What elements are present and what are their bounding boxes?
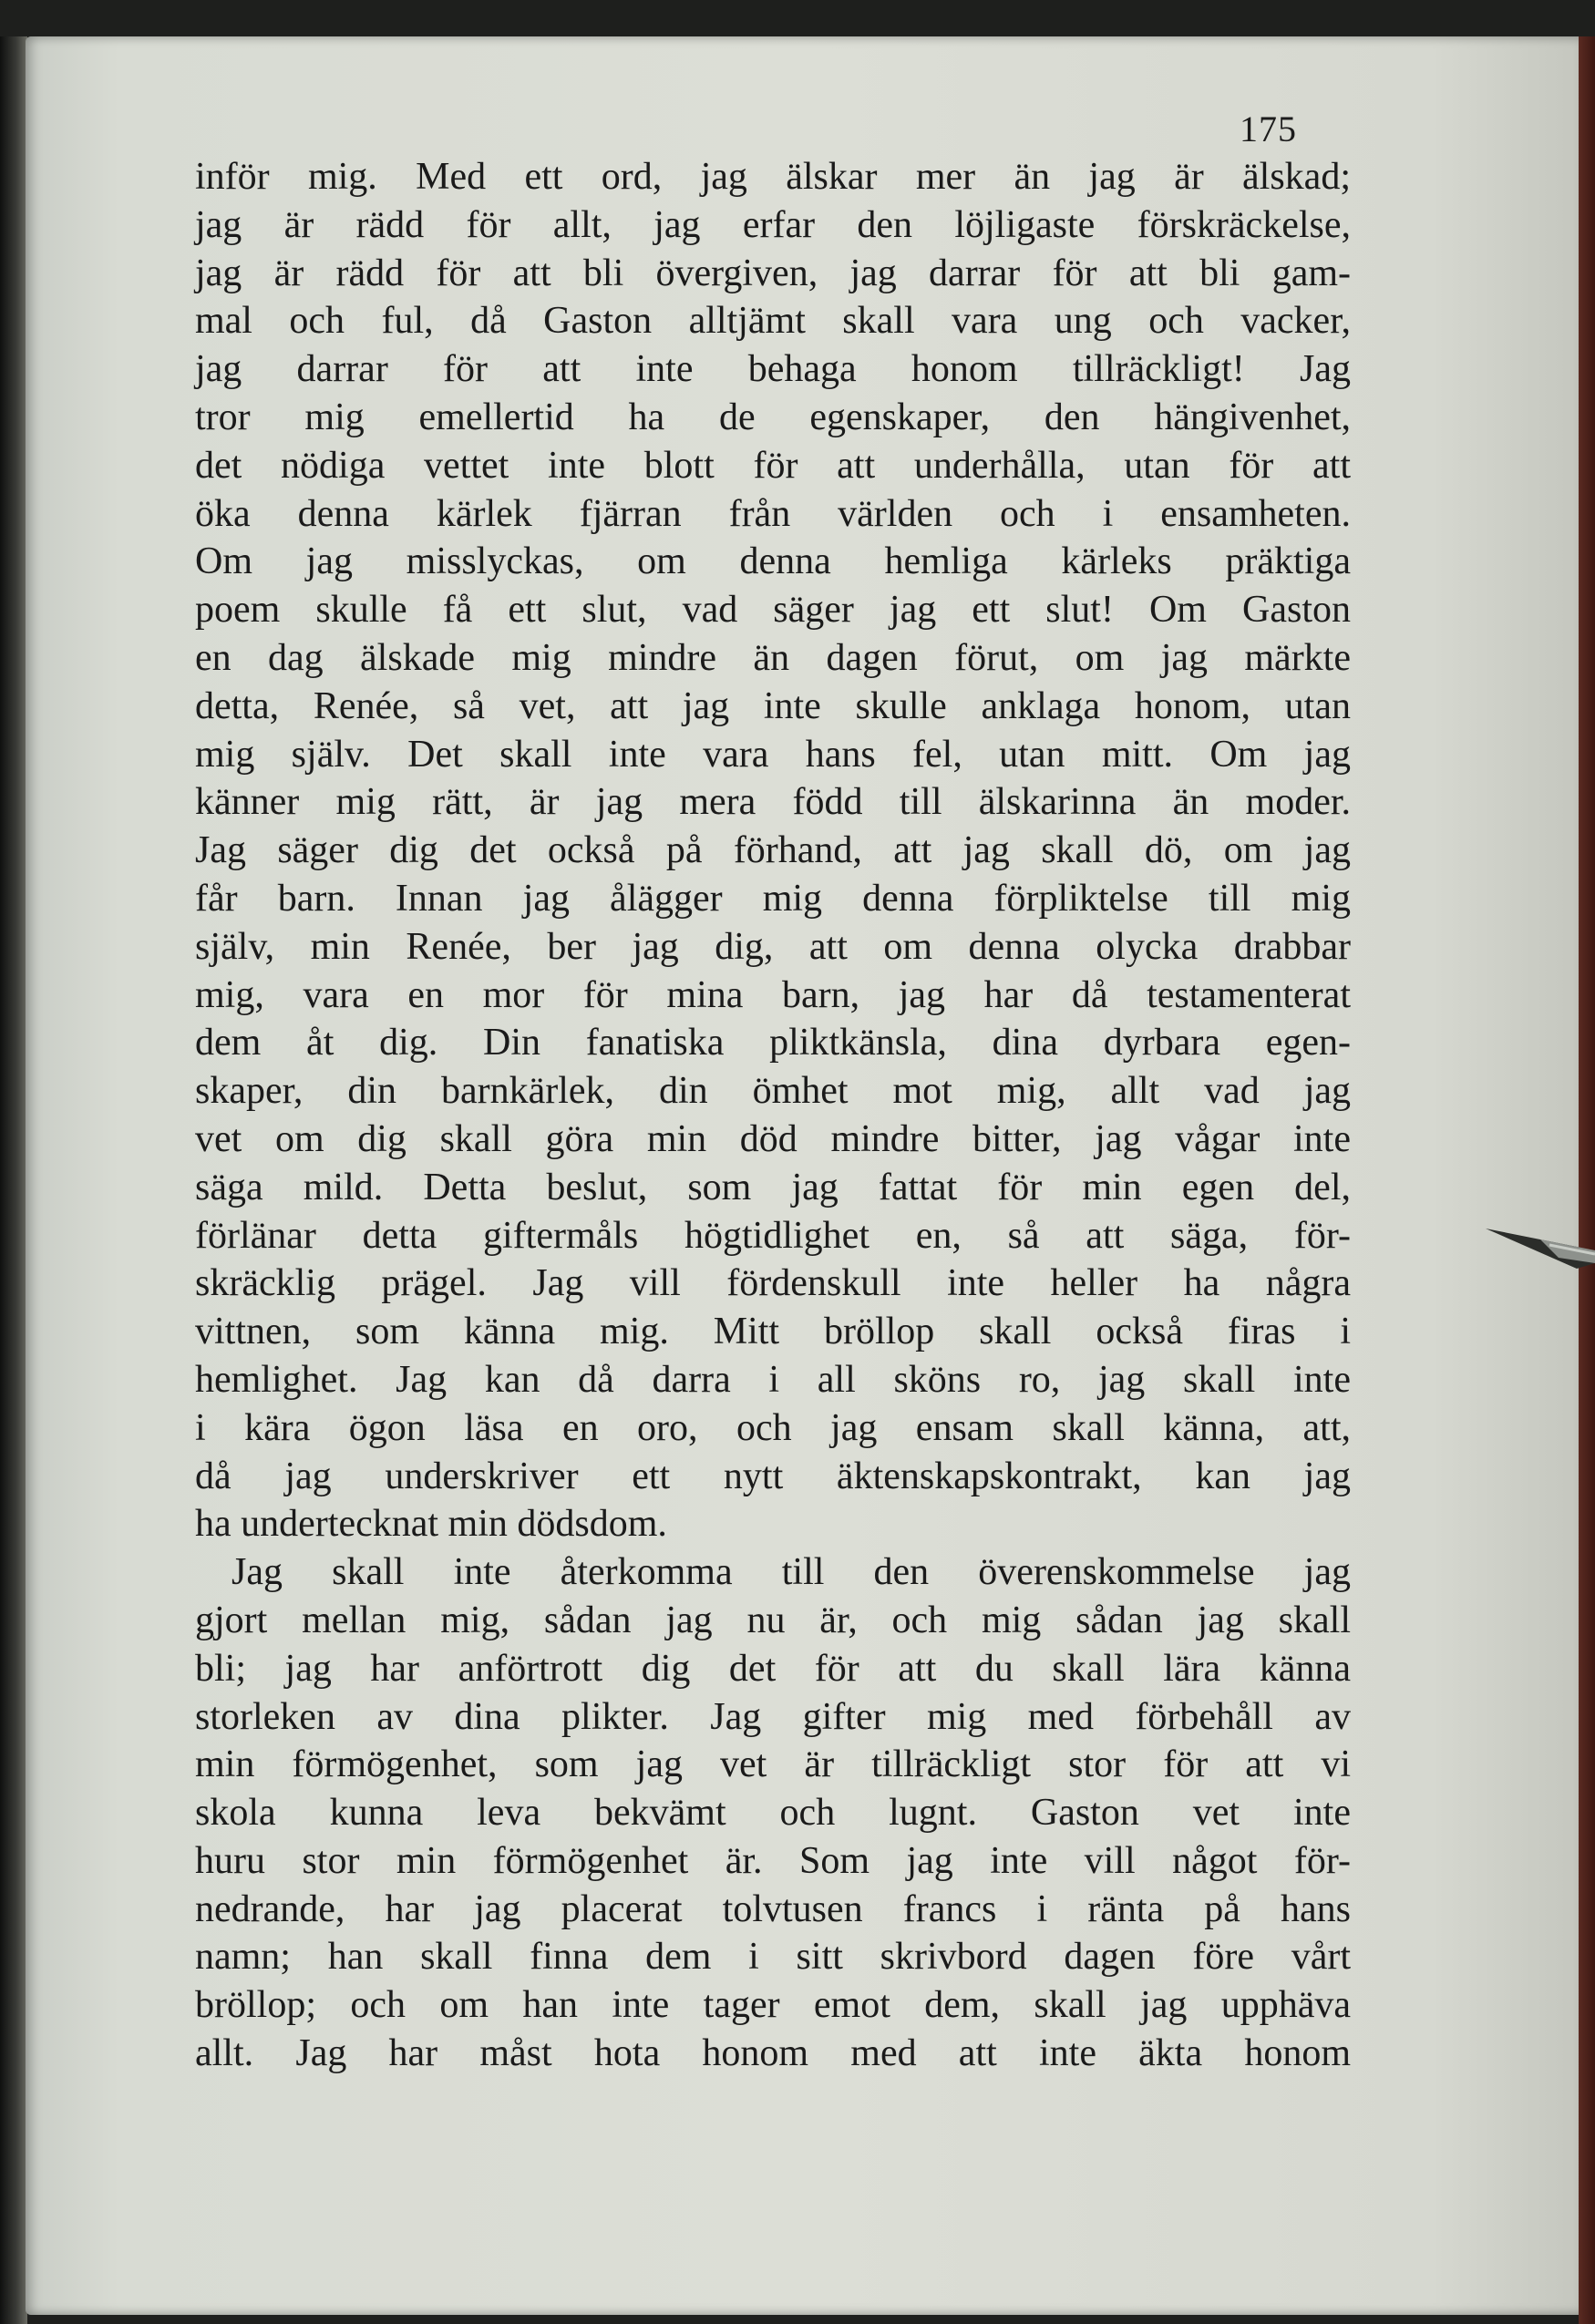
text-line: får barn. Innan jag ålägger mig denna förpliktelse till mig bbox=[195, 877, 1351, 920]
text-line: hemlighet. Jag kan då darra i all sköns ro, jag skall inte bbox=[195, 1358, 1351, 1401]
text-line: poem skulle få ett slut, vad säger jag ett slut! Om Gaston bbox=[195, 589, 1351, 632]
text-line: skaper, din barnkärlek, din ömhet mot mig, allt vad jag bbox=[195, 1070, 1351, 1113]
page-number: 175 bbox=[1240, 108, 1297, 149]
text-line: skola kunna leva bekvämt och lugnt. Gaston vet inte bbox=[195, 1792, 1351, 1835]
text-line: storleken av dina plikter. Jag gifter mig med förbehåll av bbox=[195, 1695, 1351, 1738]
text-line: mig, vara en mor för mina barn, jag har då testamenterat bbox=[195, 973, 1351, 1016]
text-line: nedrande, har jag placerat tolvtusen francs i ränta på hans bbox=[195, 1887, 1351, 1930]
text-line: förlänar detta giftermåls högtidlighet en, så att säga, för- bbox=[195, 1214, 1351, 1257]
text-line: min förmögenhet, som jag vet är tillräckligt stor för att vi bbox=[195, 1743, 1351, 1786]
text-line: Om jag misslyckas, om denna hemliga kärleks präktiga bbox=[195, 540, 1351, 583]
text-line: gjort mellan mig, sådan jag nu är, och mig sådan jag skall bbox=[195, 1599, 1351, 1641]
text-line: jag är rädd för att bli övergiven, jag darrar för att bli gam- bbox=[195, 252, 1351, 294]
book-cover-edge bbox=[1579, 36, 1595, 2324]
text-line: inför mig. Med ett ord, jag älskar mer än jag är älskad; bbox=[195, 156, 1351, 198]
text-line: bli; jag har anförtrott dig det för att du skall lära känna bbox=[195, 1647, 1351, 1690]
text-line: detta, Renée, så vet, att jag inte skulle anklaga honom, utan bbox=[195, 684, 1351, 727]
pen-tip-icon bbox=[1486, 1212, 1595, 1276]
body-text bbox=[195, 153, 1351, 2078]
text-line: då jag underskriver ett nytt äktenskapskontrakt, kan jag bbox=[195, 1455, 1351, 1497]
text-line: känner mig rätt, är jag mera född till älskarinna än moder. bbox=[195, 781, 1351, 824]
text-line: mig själv. Det skall inte vara hans fel, utan mitt. Om jag bbox=[195, 733, 1351, 776]
text-line: allt. Jag har måst hota honom med att inte äkta honom bbox=[195, 2032, 1351, 2075]
text-line: Jag skall inte återkomma till den överenskommelse jag bbox=[232, 1551, 1351, 1594]
text-line: huru stor min förmögenhet är. Som jag inte vill något för- bbox=[195, 1839, 1351, 1882]
text-line: dem åt dig. Din fanatiska pliktkänsla, dina dyrbara egen- bbox=[195, 1022, 1351, 1064]
text-line: i kära ögon läsa en oro, och jag ensam skall känna, att, bbox=[195, 1406, 1351, 1449]
text-line: namn; han skall finna dem i sitt skrivbord dagen före vårt bbox=[195, 1936, 1351, 1979]
text-line: jag är rädd för allt, jag erfar den löjligaste förskräckelse, bbox=[195, 203, 1351, 246]
text-line: vet om dig skall göra min död mindre bitter, jag vågar inte bbox=[195, 1117, 1351, 1160]
text-line: bröllop; och om han inte tager emot dem, skall jag upphäva bbox=[195, 1984, 1351, 2027]
text-line: en dag älskade mig mindre än dagen förut, om jag märkte bbox=[195, 636, 1351, 679]
book-spine bbox=[0, 36, 27, 2324]
text-line: det nödiga vettet inte blott för att underhålla, utan för att bbox=[195, 444, 1351, 487]
text-line: tror mig emellertid ha de egenskaper, den hängivenhet, bbox=[195, 396, 1351, 438]
text-line: ha undertecknat min dödsdom. bbox=[195, 1503, 667, 1546]
text-line: mal och ful, då Gaston alltjämt skall vara ung och vacker, bbox=[195, 300, 1351, 343]
text-line: skräcklig prägel. Jag vill fördenskull inte heller ha några bbox=[195, 1262, 1351, 1305]
text-line: Jag säger dig det också på förhand, att jag skall dö, om jag bbox=[195, 829, 1351, 872]
text-line: jag darrar för att inte behaga honom tillräckligt! Jag bbox=[195, 348, 1351, 391]
text-line: vittnen, som känna mig. Mitt bröllop skall också firas i bbox=[195, 1311, 1351, 1353]
text-line: säga mild. Detta beslut, som jag fattat för min egen del, bbox=[195, 1166, 1351, 1208]
text-line: själv, min Renée, ber jag dig, att om denna olycka drabbar bbox=[195, 925, 1351, 968]
text-line: öka denna kärlek fjärran från världen och i ensamheten. bbox=[195, 492, 1351, 535]
